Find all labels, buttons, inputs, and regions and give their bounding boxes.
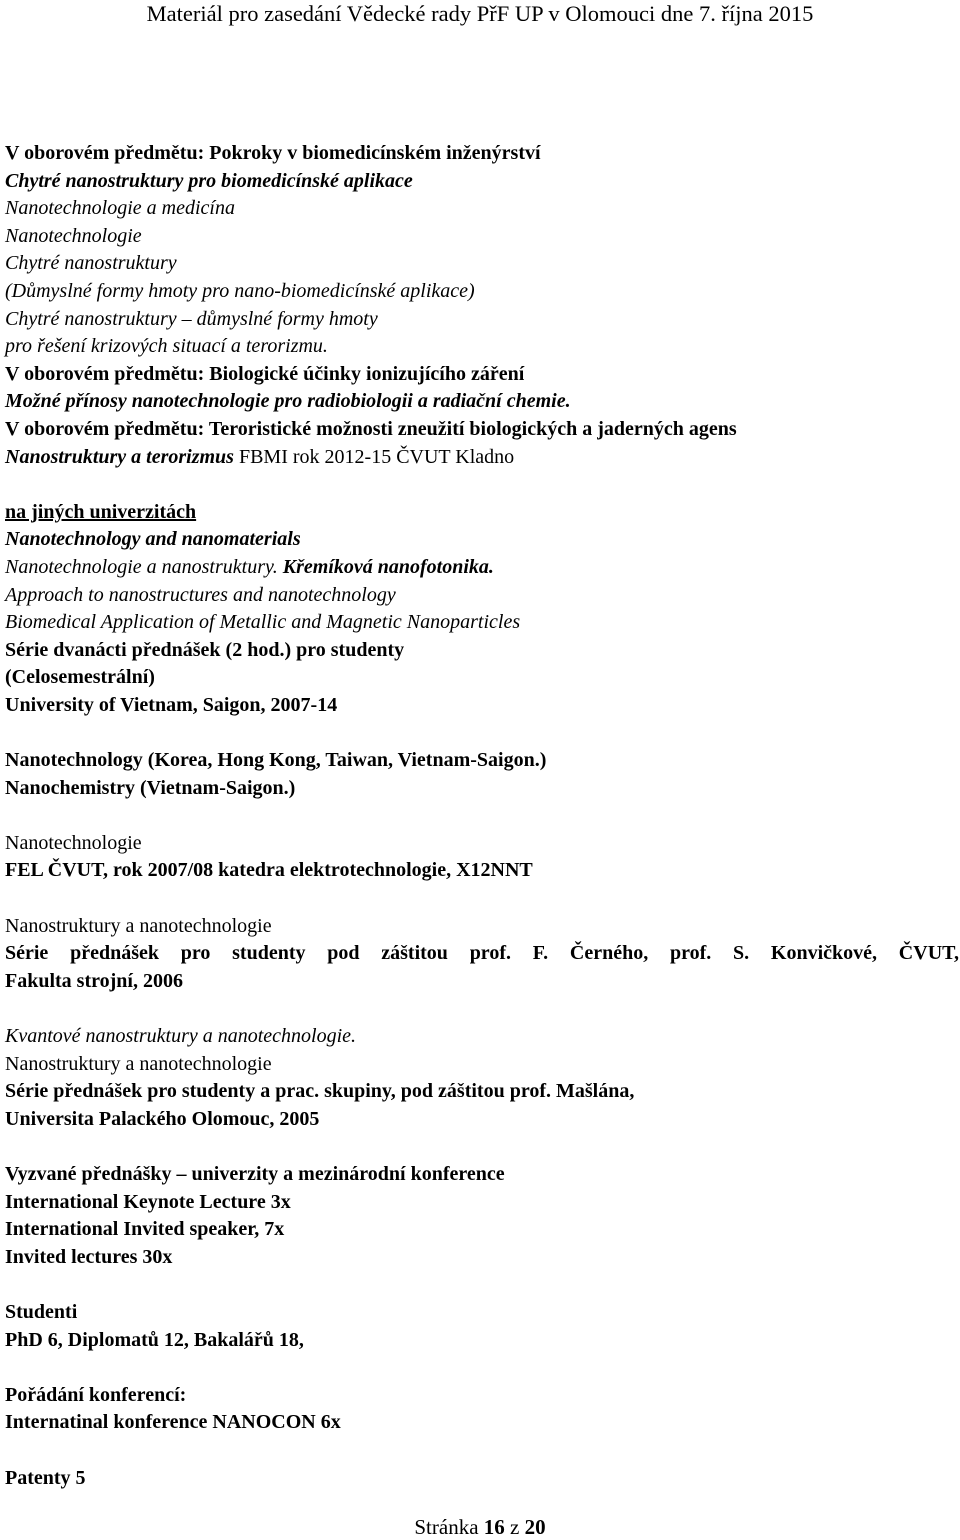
lecture-series-info: Nanotechnology (Korea, Hong Kong, Taiwan, Vietnam-Saigon.) bbox=[5, 749, 547, 772]
lecture-title: Nanotechnologie bbox=[5, 224, 142, 247]
spacer bbox=[5, 995, 959, 1023]
conferences-heading: Pořádání konferencí: bbox=[5, 1383, 187, 1406]
spacer bbox=[5, 802, 959, 830]
students-heading: Studenti bbox=[5, 1300, 78, 1323]
lecture-title: Chytré nanostruktury – důmyslné formy hmoty bbox=[5, 307, 378, 330]
document-body bbox=[5, 140, 959, 1492]
spacer bbox=[5, 885, 959, 913]
lecture-title: Chytré nanostruktury bbox=[5, 252, 177, 275]
spacer bbox=[5, 1133, 959, 1161]
page-footer: Stránka 16 z 20 bbox=[414, 1515, 546, 1539]
section-heading-other-universities: na jiných univerzitách bbox=[5, 500, 197, 523]
lecture-series-info: Nanochemistry (Vietnam-Saigon.) bbox=[5, 776, 296, 799]
lecture-title: Nanotechnologie a medicína bbox=[5, 197, 235, 220]
lecture-title: Biomedical Application of Metallic and Magnetic Nanoparticles bbox=[5, 611, 521, 634]
lecture-title: Kvantové nanostruktury a nanotechnologie. bbox=[5, 1025, 357, 1047]
invited-lectures-heading: Vyzvané přednášky – univerzity a mezinárodní konference bbox=[5, 1162, 505, 1185]
lecture-series-info: Fakulta strojní, 2006 bbox=[5, 969, 183, 992]
spacer bbox=[5, 1437, 959, 1465]
subject-line-1: V oborovém předmětu: Pokroky v biomedicínském inženýrství bbox=[5, 142, 541, 164]
lecture-series-info: Série dvanácti přednášek (2 hod.) pro studenty bbox=[5, 638, 405, 661]
lecture-title: Nanotechnologie a nanostruktury. Křemíková nanofotonika. bbox=[5, 555, 494, 578]
lecture-series-info: Série přednášek pro studenty pod záštitou prof. F. Černého, prof. S. Konvičkové, ČVUT, bbox=[5, 942, 959, 965]
spacer bbox=[5, 471, 959, 499]
invited-lectures-item: Invited lectures 30x bbox=[5, 1245, 173, 1268]
lecture-series-info: (Celosemestrální) bbox=[5, 666, 155, 689]
invited-lectures-item: International Invited speaker, 7x bbox=[5, 1218, 285, 1241]
lecture-title: Approach to nanostructures and nanotechnology bbox=[5, 583, 396, 606]
subject-line-2: V oborovém předmětu: Biologické účinky ionizujícího záření bbox=[5, 362, 525, 385]
spacer bbox=[5, 1354, 959, 1382]
lecture-title: Možné přínosy nanotechnologie pro radiobiologii a radiační chemie. bbox=[5, 390, 571, 413]
lecture-title: Nanotechnology and nanomaterials bbox=[5, 528, 301, 551]
invited-lectures-item: International Keynote Lecture 3x bbox=[5, 1190, 291, 1213]
lecture-title: Nanostruktury a terorizmus FBMI rok 2012-15 ČVUT Kladno bbox=[5, 445, 515, 468]
lecture-series-info: FEL ČVUT, rok 2007/08 katedra elektrotechnologie, X12NNT bbox=[5, 859, 533, 882]
patents-line: Patenty 5 bbox=[5, 1466, 86, 1489]
students-counts: PhD 6, Diplomatů 12, Bakalářů 18, bbox=[5, 1328, 304, 1351]
lecture-series-info: Universita Palackého Olomouc, 2005 bbox=[5, 1107, 320, 1130]
page-number: 16 bbox=[483, 1515, 505, 1539]
subject-line-3: V oborovém předmětu: Teroristické možnosti zneužití biologických a jaderných agens bbox=[5, 417, 737, 440]
spacer bbox=[5, 719, 959, 747]
lecture-title: Nanotechnologie bbox=[5, 831, 142, 854]
lecture-title: Chytré nanostruktury pro biomedicínské aplikace bbox=[5, 169, 413, 192]
page-total: 20 bbox=[524, 1515, 546, 1539]
lecture-title: (Důmyslné formy hmoty pro nano-biomedicínské aplikace) bbox=[5, 279, 475, 302]
lecture-series-info: Série přednášek pro studenty a prac. skupiny, pod záštitou prof. Mašlána, bbox=[5, 1080, 635, 1103]
lecture-title: pro řešení krizových situací a terorizmu. bbox=[5, 335, 328, 358]
page-header: Materiál pro zasedání Vědecké rady PřF UP v Olomouci dne 7. října 2015 bbox=[146, 1, 814, 26]
lecture-title: Nanostruktury a nanotechnologie bbox=[5, 914, 272, 937]
lecture-title: Nanostruktury a nanotechnologie bbox=[5, 1052, 272, 1075]
spacer bbox=[5, 1271, 959, 1299]
conferences-item: Internatinal konference NANOCON 6x bbox=[5, 1411, 341, 1434]
lecture-series-info: University of Vietnam, Saigon, 2007-14 bbox=[5, 693, 338, 716]
